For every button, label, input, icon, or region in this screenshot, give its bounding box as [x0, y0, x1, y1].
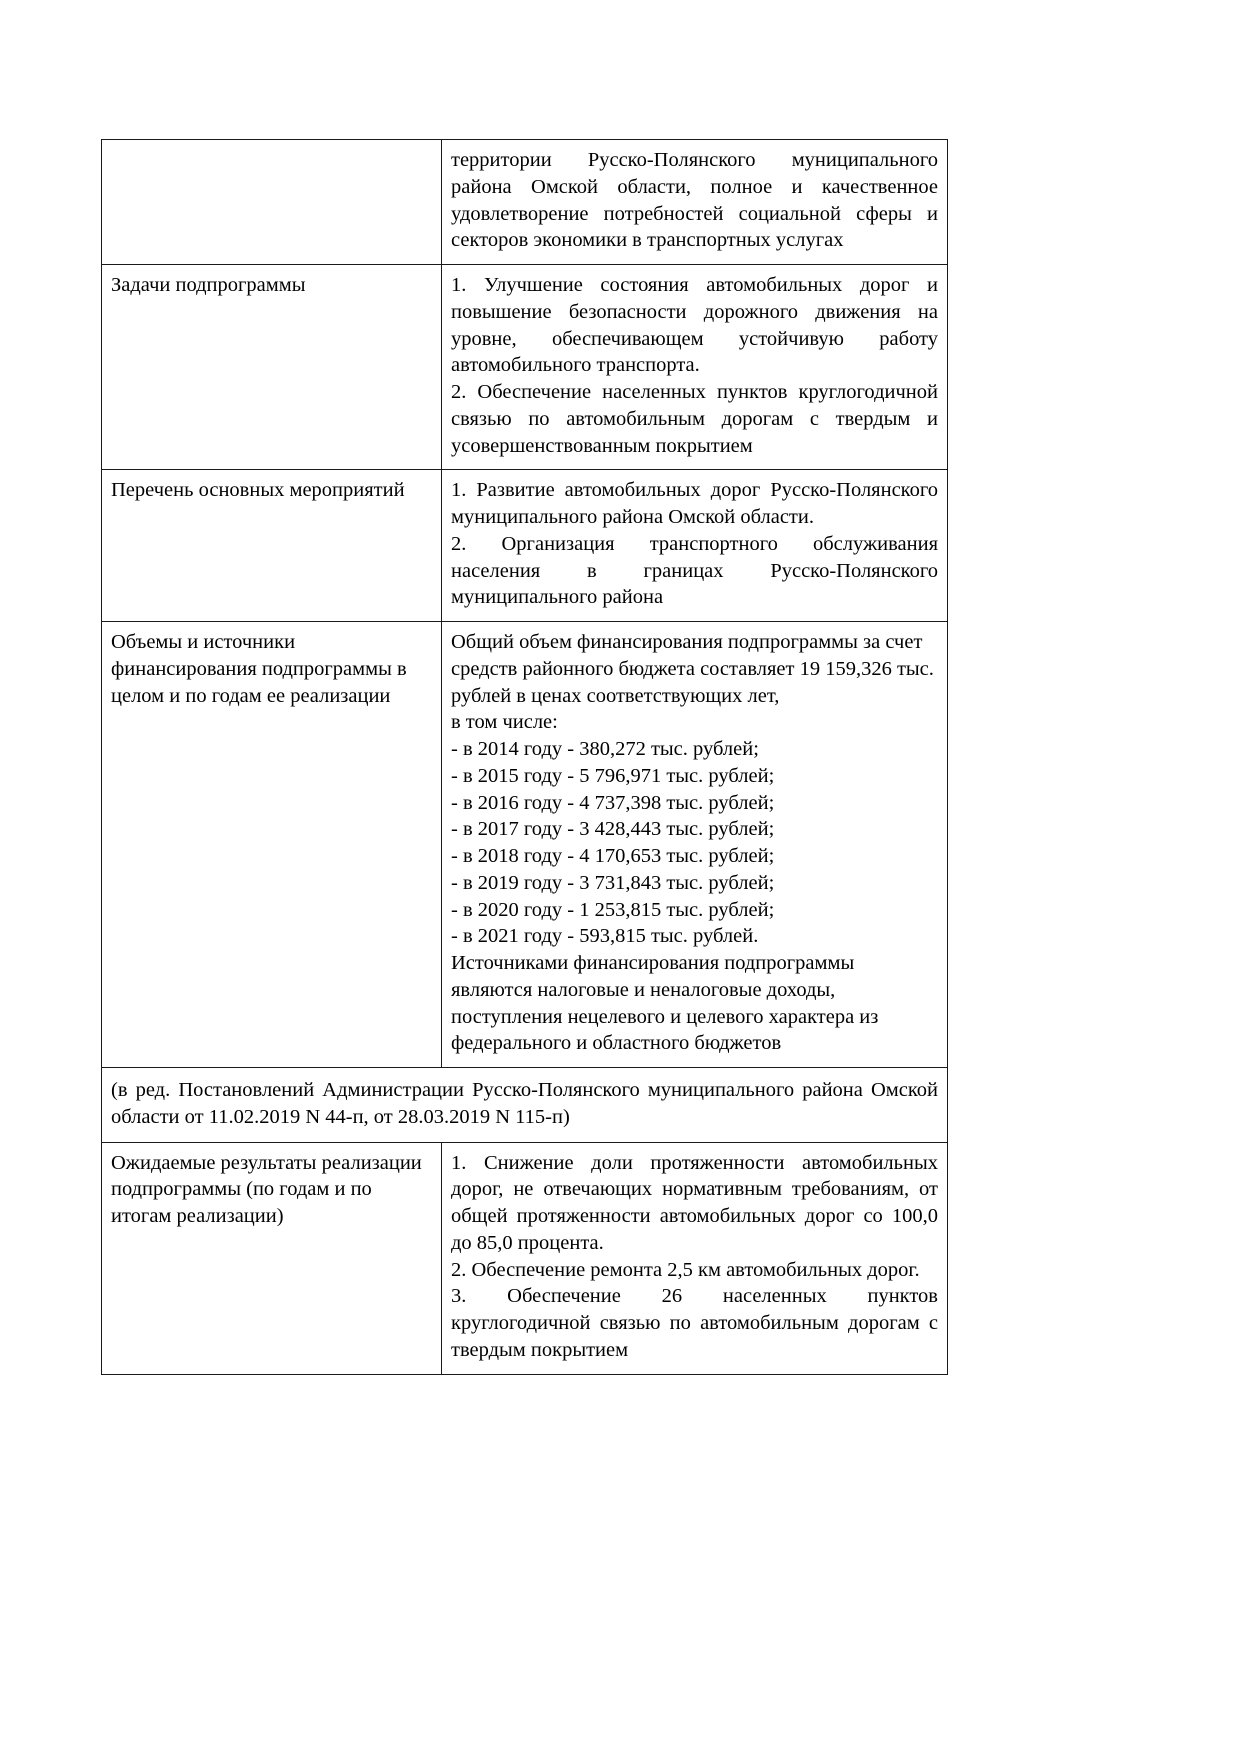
financing-year-2020: - в 2020 году - 1 253,815 тыс. рублей;	[451, 898, 775, 921]
row-value-main-activities	[442, 470, 948, 622]
row-label-continuation-goal	[102, 140, 442, 265]
row-label-main-activities: Перечень основных мероприятий	[102, 470, 442, 622]
financing-year-2018: - в 2018 году - 4 170,653 тыс. рублей;	[451, 845, 775, 867]
table-row-financing	[102, 622, 948, 1068]
table-row-tasks	[102, 265, 948, 470]
financing-including-label: в том числе:	[451, 711, 558, 734]
financing-total: Общий объем финансирования подпрограммы за счет средств районного бюджета составляет 19 159,326 тыс. рублей в ценах соответствующих лет,	[451, 631, 934, 707]
paragraph: 1. Развитие автомобильных дорог Русско-Полянского муниципального района Омской области.	[451, 479, 938, 528]
financing-year-2017: - в 2017 году - 3 428,443 тыс. рублей;	[451, 818, 775, 841]
row-value-expected-results	[442, 1142, 948, 1374]
row-label-expected-results: Ожидаемые результаты реализации подпрограммы (по годам и по итогам реализации)	[102, 1142, 442, 1374]
table-row-main-activities	[102, 470, 948, 622]
row-value-financing	[442, 622, 948, 1068]
row-label-tasks: Задачи подпрограммы	[102, 265, 442, 470]
financing-year-2015: - в 2015 году - 5 796,971 тыс. рублей;	[451, 764, 775, 787]
program-passport-table	[101, 139, 948, 1375]
table-row-expected-results	[102, 1142, 948, 1374]
table-row-amendment-note	[102, 1068, 948, 1143]
paragraph: 2. Организация транспортного обслуживания населения в границах Русско-Полянского муниципального района	[451, 532, 938, 609]
financing-year-2019: - в 2019 году - 3 731,843 тыс. рублей;	[451, 871, 775, 894]
paragraph: 2. Обеспечение ремонта 2,5 км автомобильных дорог.	[451, 1258, 920, 1281]
row-value-continuation-goal	[442, 140, 948, 265]
amendment-note-text: (в ред. Постановлений Администрации Русско-Полянского муниципального района Омской области от 11.02.2019 N 44-п, от 28.03.2019 N 115-п)	[111, 1079, 938, 1128]
table-body	[102, 140, 948, 1375]
paragraph: 1. Улучшение состояния автомобильных дорог и повышение безопасности дорожного движения на уровне, обеспечивающем устойчивую работу автомобильного транспорта.	[451, 274, 938, 377]
financing-sources: Источниками финансирования подпрограммы являются налоговые и неналоговые доходы, поступления нецелевого и целевого характера из федерального и областного бюджетов	[451, 952, 879, 1055]
amendment-note-cell	[102, 1068, 948, 1143]
financing-year-2014: - в 2014 году - 380,272 тыс. рублей;	[451, 738, 759, 760]
paragraph: 1. Снижение доли протяженности автомобильных дорог, не отвечающих нормативным требованиям, от общей протяженности автомобильных дорог со 100,0 до 85,0 процента.	[451, 1151, 938, 1254]
financing-year-2016: - в 2016 году - 4 737,398 тыс. рублей;	[451, 791, 775, 814]
paragraph: территории Русско-Полянского муниципального района Омской области, полное и качественное удовлетворение потребностей социальной сферы и секторов экономики в транспортных услугах	[451, 149, 938, 252]
financing-year-2021: - в 2021 году - 593,815 тыс. рублей.	[451, 925, 759, 948]
table-row-continuation-goal	[102, 140, 948, 265]
row-value-tasks	[442, 265, 948, 470]
row-label-financing: Объемы и источники финансирования подпрограммы в целом и по годам ее реализации	[102, 622, 442, 1068]
paragraph: 2. Обеспечение населенных пунктов круглогодичной связью по автомобильным дорогам с твердым и усовершенствованным покрытием	[451, 381, 938, 457]
paragraph: 3. Обеспечение 26 населенных пунктов круглогодичной связью по автомобильным дорогам с твердым покрытием	[451, 1285, 938, 1361]
